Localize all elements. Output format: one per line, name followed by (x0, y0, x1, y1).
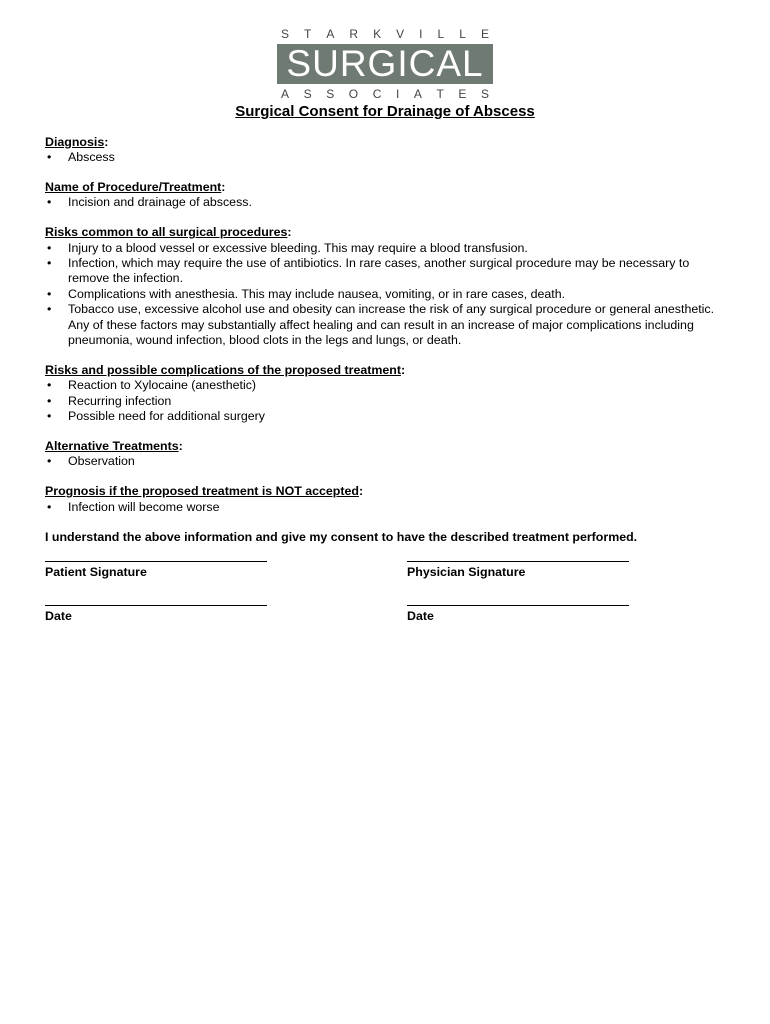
heading-colon: : (221, 179, 226, 194)
physician-signature-label: Physician Signature (407, 565, 526, 579)
logo-letter: S (281, 27, 290, 41)
list-item: • Recurring infection (45, 394, 725, 409)
logo-letter: S (303, 87, 312, 101)
list-item: • Incision and drainage of abscess. (45, 195, 725, 210)
list-item: • Abscess (45, 150, 725, 165)
logo-letter: L (459, 27, 466, 41)
document-title: Surgical Consent for Drainage of Abscess (235, 103, 535, 120)
patient-date-field[interactable] (45, 605, 267, 623)
logo-letter: I (395, 87, 400, 101)
heading-colon: : (287, 225, 292, 240)
logo-letter: R (349, 27, 359, 41)
list-item: • Complications with anesthesia. This may include nausea, vomiting, or in rare cases, death. (45, 287, 725, 302)
logo-letter: I (419, 27, 423, 41)
section-heading (45, 225, 725, 240)
section-heading (45, 484, 725, 499)
logo-letter: V (396, 27, 405, 41)
bullet-list (45, 500, 725, 515)
list-item: • Injury to a blood vessel or excessive bleeding. This may require a blood transfusion. (45, 241, 725, 256)
logo-letter: S (326, 87, 335, 101)
date-line (45, 605, 267, 606)
signature-line (407, 561, 629, 562)
bullet-list (45, 150, 725, 165)
logo-letter: A (281, 87, 290, 101)
practice-logo (277, 27, 493, 101)
section-heading (45, 135, 725, 150)
physician-date-label: Date (407, 609, 434, 623)
section-heading-label: Diagnosis (45, 134, 105, 149)
section-heading-label: Alternative Treatments (45, 439, 179, 453)
section-heading-label: Risks and possible complications of the proposed treatment (45, 362, 401, 377)
section-prognosis (45, 484, 725, 515)
logo-bottom-text (277, 87, 493, 101)
section-common-risks (45, 225, 725, 348)
section-treatment-risks (45, 363, 725, 425)
section-heading (45, 180, 725, 195)
list-item: • Tobacco use, excessive alcohol use and obesity can increase the risk of any surgical procedure or general anesthetic. Any of these factors may substantially affect healing and can result in an increase of major complications including pneumonia, wound infection, blood clots in the legs and lungs, or death. (45, 302, 725, 348)
logo-letter: K (373, 27, 382, 41)
list-item: • Infection, which may require the use of antibiotics. In rare cases, another surgical procedure may be necessary to remove the infection. (45, 256, 725, 287)
signature-line (45, 561, 267, 562)
section-heading (45, 363, 725, 378)
bullet-list (45, 378, 725, 424)
bullet-list (45, 454, 725, 469)
logo-main-text: SURGICAL (277, 44, 493, 84)
heading-colon: : (400, 362, 406, 377)
patient-signature-label: Patient Signature (45, 565, 147, 579)
section-heading-label: Risks common to all surgical procedures (45, 225, 288, 240)
section-heading-label: Name of Procedure/Treatment (45, 179, 222, 194)
section-diagnosis (45, 135, 725, 166)
logo-top-text (277, 27, 493, 41)
logo-letter: C (372, 87, 382, 101)
logo-letter: T (304, 27, 312, 41)
patient-date-label: Date (45, 609, 72, 623)
physician-signature-field[interactable] (407, 561, 629, 579)
list-item: • Reaction to Xylocaine (anesthetic) (45, 378, 725, 393)
list-item: • Possible need for additional surgery (45, 409, 725, 424)
logo-letter: A (413, 87, 422, 101)
date-line (407, 605, 629, 606)
consent-body (45, 120, 725, 545)
logo-letter: E (458, 87, 467, 101)
physician-date-field[interactable] (407, 605, 629, 623)
heading-colon: : (178, 439, 183, 453)
section-procedure (45, 180, 725, 211)
logo-letter: L (437, 27, 445, 41)
logo-letter: E (480, 27, 489, 41)
logo-letter: S (480, 87, 489, 101)
bullet-list (45, 241, 725, 349)
section-alternatives (45, 439, 725, 470)
heading-colon: : (358, 484, 364, 499)
logo-letter: T (436, 87, 444, 101)
heading-colon: : (104, 134, 109, 149)
section-heading-label: Prognosis if the proposed treatment is NOT accepted (45, 484, 359, 499)
patient-signature-field[interactable] (45, 561, 267, 579)
consent-statement: I understand the above information and give my consent to have the described treatment performed. (45, 529, 638, 544)
section-heading (45, 439, 725, 454)
list-item: • Infection will become worse (45, 500, 725, 515)
list-item: • Observation (45, 454, 725, 469)
logo-letter: A (326, 27, 335, 41)
bullet-list (45, 195, 725, 210)
logo-letter: O (348, 87, 359, 101)
